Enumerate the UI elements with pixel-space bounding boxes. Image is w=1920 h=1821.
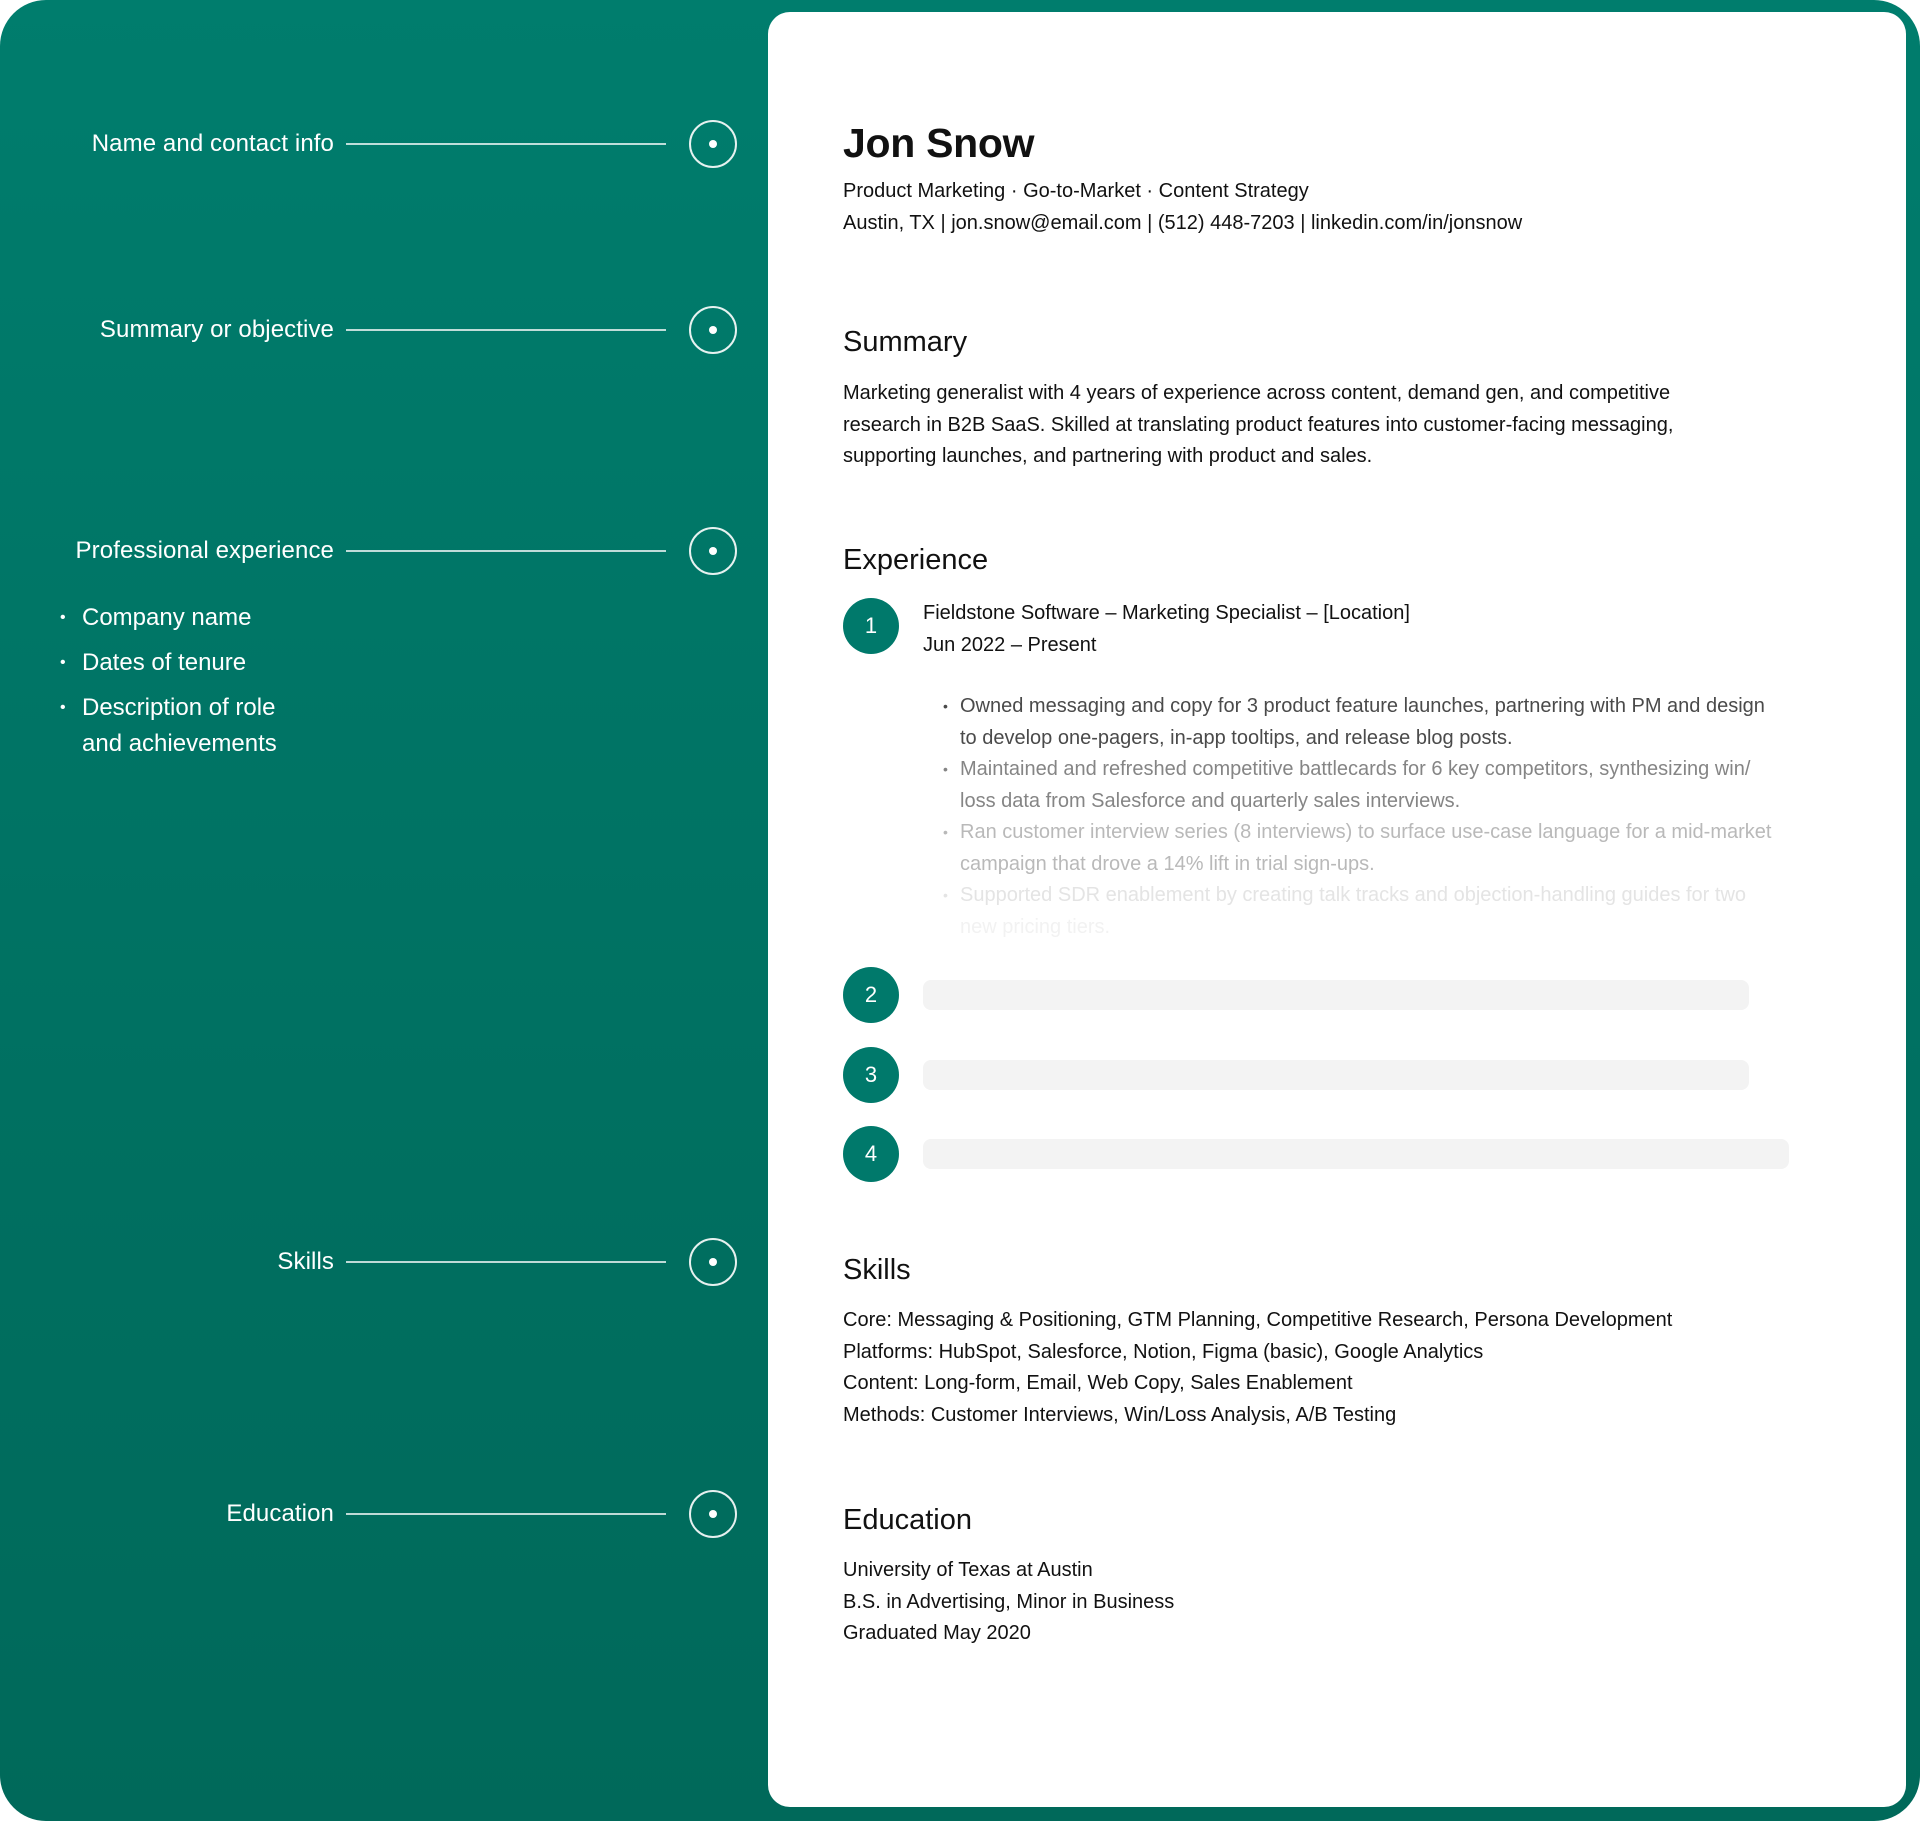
job-number-badge: 4 xyxy=(843,1126,899,1182)
connector-line xyxy=(346,550,666,552)
annotation-label: Education xyxy=(226,1500,334,1527)
experience-annotation-list xyxy=(60,600,312,771)
target-dot-icon xyxy=(689,306,737,354)
resume-contact: Austin, TX | jon.snow@email.com | (512) 448-7203 | linkedin.com/in/jonsnow xyxy=(843,212,1523,234)
job-heading xyxy=(923,598,1410,661)
target-dot-icon xyxy=(689,120,737,168)
skills-title: Skills xyxy=(843,1254,911,1286)
job-number-badge: 1 xyxy=(843,598,899,654)
connector-line xyxy=(346,1261,666,1263)
connector-line xyxy=(346,143,666,145)
job-number-badge: 3 xyxy=(843,1047,899,1103)
target-dot-icon xyxy=(689,1490,737,1538)
summary-text: Marketing generalist with 4 years of experience across content, demand gen, and competitive research in B2B SaaS. Skilled at translating product features into customer-facing messaging, supporting launches, and partnering with product and sales. xyxy=(843,382,1674,467)
annotation-label: Professional experience xyxy=(75,537,334,564)
summary-title: Summary xyxy=(843,326,968,358)
skills-text: Core: Messaging & Positioning, GTM Planning, Competitive Research, Persona Development Platforms: HubSpot, Salesforce, Notion, Figma (basic), Google Analytics Content: Long-form, Email, Web Copy, Sales Enablement Methods: Customer Interviews, Win/Loss Analysis, A/B Testing xyxy=(843,1309,1673,1426)
annotation-summary xyxy=(0,304,768,356)
education-text: University of Texas at Austin B.S. in Advertising, Minor in Business Graduated May 2020 xyxy=(843,1559,1175,1644)
list-item: • Maintained and refreshed competitive battlecards for 6 key competitors, synthesizing win/ loss data from Salesforce and quarterly sales interviews. xyxy=(943,754,1843,817)
target-dot-icon xyxy=(689,527,737,575)
target-dot-icon xyxy=(689,1238,737,1286)
connector-line xyxy=(346,329,666,331)
education-title: Education xyxy=(843,1504,972,1536)
list-item: • Dates of tenure xyxy=(60,645,312,681)
placeholder-bar xyxy=(923,980,1749,1010)
connector-line xyxy=(346,1513,666,1515)
list-item: • Company name xyxy=(60,600,312,636)
resume-tagline: Product Marketing · Go-to-Market · Content Strategy xyxy=(843,180,1309,202)
annotation-skills xyxy=(0,1236,768,1288)
annotation-label: Summary or objective xyxy=(99,316,334,343)
experience-title: Experience xyxy=(843,544,989,576)
job-dates: Jun 2022 – Present xyxy=(923,633,1097,656)
annotation-label: Name and contact info xyxy=(91,130,334,157)
placeholder-bar xyxy=(923,1060,1749,1090)
list-item: • Supported SDR enablement by creating talk tracks and objection-handling guides for two new pricing tiers. xyxy=(943,880,1843,943)
annotation-contact xyxy=(0,118,768,170)
job-number-badge: 2 xyxy=(843,967,899,1023)
annotation-label: Skills xyxy=(277,1248,334,1275)
list-item: • Ran customer interview series (8 interviews) to surface use-case language for a mid-market campaign that drove a 14% lift in trial sign-ups. xyxy=(943,817,1843,880)
resume-name: Jon Snow xyxy=(843,120,1035,166)
annotation-experience xyxy=(0,525,768,577)
list-item: • Owned messaging and copy for 3 product feature launches, partnering with PM and design to develop one-pagers, in-app tooltips, and release blog posts. xyxy=(943,691,1843,754)
placeholder-bar xyxy=(923,1139,1789,1169)
list-item: • Description of role and achievements xyxy=(60,690,312,762)
job-title: Fieldstone Software – Marketing Specialist – [Location] xyxy=(923,602,1410,624)
job-achievements xyxy=(943,691,1843,943)
annotation-education xyxy=(0,1488,768,1540)
resume-card xyxy=(768,12,1906,1807)
